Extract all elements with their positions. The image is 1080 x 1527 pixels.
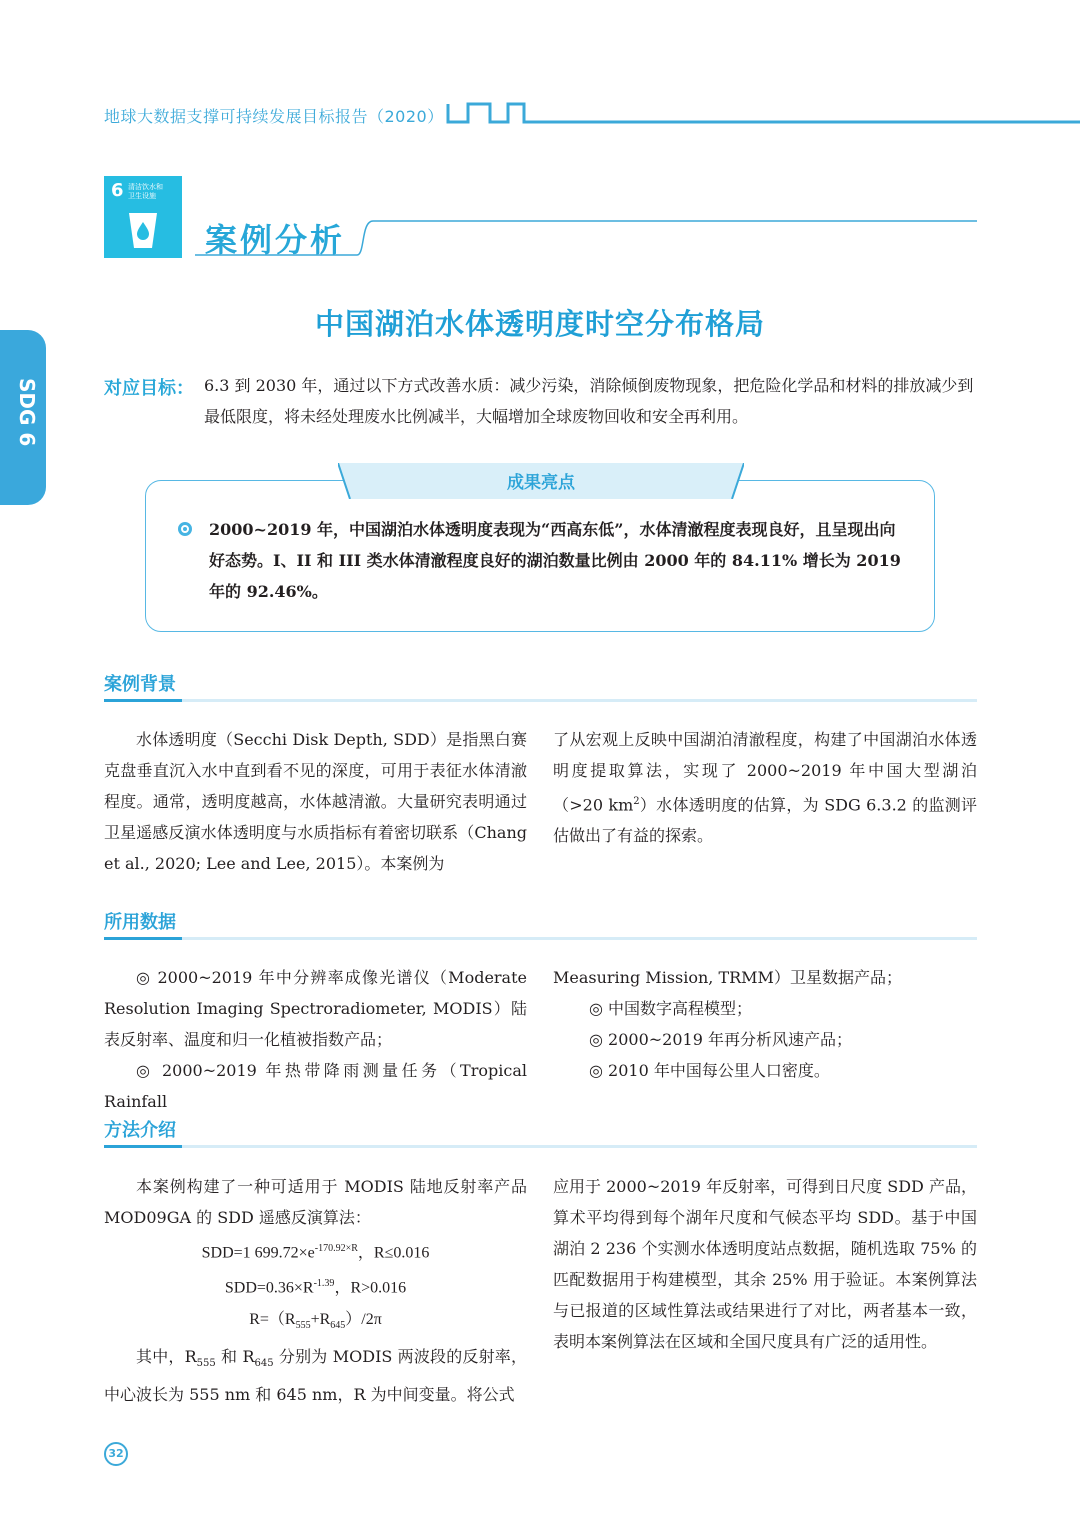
- running-header: 地球大数据支撑可持续发展目标报告（2020）: [104, 107, 444, 126]
- formula-3: $R=(R_{555}+R_{645})/2\pi$: [249, 1310, 382, 1331]
- sdg6-badge: [104, 176, 182, 258]
- sdg-number: 6: [111, 180, 124, 201]
- section-rule-accent: [104, 1145, 182, 1148]
- data-right-column: [553, 962, 977, 1086]
- method-right-column: [553, 1171, 977, 1357]
- background-paragraph: 水体透明度（Secchi Disk Depth, SDD）是指黑白赛克盘垂直沉入水中直到看不见的深度，可用于表征水体清澈程度。通常，透明度越高，水体越清澈。大量研究表明通过卫星遥感反演水体透明度与水质指标有着密切联系（Chang et al., 2020; Lee and Lee, 2015）。本案例为: [104, 730, 527, 873]
- background-right-column: [553, 724, 977, 851]
- method-left-column: [104, 1171, 527, 1410]
- section-title-background: 案例背景: [104, 674, 176, 695]
- page-number: 32: [104, 1442, 128, 1466]
- formula-2: $SDD=0.36\times R^{-1.39}$，R>0.016: [224, 1278, 407, 1297]
- case-analysis-heading: 案例分析: [205, 221, 346, 259]
- highlights-label: 成果亮点: [507, 473, 575, 493]
- side-tab-label: SDG 6: [15, 378, 39, 447]
- page-title: 中国湖泊水体透明度时空分布格局: [314, 307, 765, 341]
- bullet-icon: [178, 522, 192, 536]
- target-text: 6.3 到 2030 年，通过以下方式改善水质：减少污染，消除倾倒废物现象，把危险化学品和材料的排放减少到最低限度，将未经处理废水比例减半，大幅增加全球废物回收和安全再利用。: [204, 376, 974, 426]
- section-title-data: 所用数据: [104, 912, 176, 933]
- sdg-side-tab: [0, 330, 46, 505]
- section-rule-accent: [104, 937, 182, 940]
- method-paragraph: 其中，$R_{555}$ 和 $R_{645}$ 分别为 MODIS 两波段的反射率，中心波长为 555 nm 和 645 nm，R 为中间变量。将公式: [104, 1346, 527, 1405]
- data-item: ◎ 2000~2019 年中分辨率成像光谱仪（Moderate Resolution Imaging Spectroradiometer, MODIS）陆表反射率、温度和归一化植被指数产品；: [104, 968, 527, 1049]
- sdg-subtitle: 清洁饮水和 卫生设施: [128, 183, 163, 200]
- method-intro: 本案例构建了一种可适用于 MODIS 陆地反射率产品 MOD09GA 的 SDD 遥感反演算法：: [104, 1177, 527, 1227]
- case-heading-rule: [195, 215, 980, 260]
- data-item: ◎ 2010 年中国每公里人口密度。: [589, 1061, 830, 1080]
- background-paragraph-cont: 了从宏观上反映中国湖泊清澈程度，构建了中国湖泊水体透明度提取算法，实现了 2000~2019 年中国大型湖泊（>20 $km^2$）水体透明度的估算，为 SDG 6.3.2 的监测评估做出了有益的探索。: [553, 730, 977, 846]
- data-item: ◎ 2000~2019 年热带降雨测量任务（Tropical Rainfall: [104, 1061, 527, 1111]
- section-rule: [104, 699, 977, 702]
- section-rule: [104, 937, 977, 940]
- data-item: ◎ 2000~2019 年再分析风速产品；: [589, 1030, 852, 1049]
- header-rule: [440, 100, 1080, 126]
- highlights-text: 2000~2019 年，中国湖泊水体透明度表现为“西高东低”，水体清澈程度表现良好，且呈现出向好态势。I、II 和 III 类水体清澈程度良好的湖泊数量比例由 2000 年的 84.11% 增长为 2019 年的 92.46%。: [209, 520, 901, 601]
- data-left-column: [104, 962, 527, 1117]
- data-item-cont: Measuring Mission, TRMM）卫星数据产品；: [553, 968, 902, 987]
- section-title-method: 方法介绍: [104, 1120, 176, 1141]
- data-item: ◎ 中国数字高程模型；: [589, 999, 753, 1018]
- section-rule: [104, 1145, 977, 1148]
- background-left-column: [104, 724, 527, 879]
- target-label: 对应目标：: [104, 378, 194, 399]
- water-glass-icon: [126, 210, 160, 250]
- method-paragraph-cont: 应用于 2000~2019 年反射率，可得到日尺度 SDD 产品，算术平均得到每个湖年尺度和气候态平均 SDD。基于中国湖泊 2 236 个实测水体透明度站点数据，随机选取 75% 的匹配数据用于构建模型，其余 25% 用于验证。本案例算法与已报道的区域性算法或结果进行了对比，两者基本一致，表明本案例算法在区域和全国尺度具有广泛的适用性。: [553, 1177, 977, 1351]
- formula-1: SDD=1 $699.72\times e^{-170.92\times R}$，R≤0.016: [201, 1243, 430, 1262]
- section-rule-accent: [104, 699, 182, 702]
